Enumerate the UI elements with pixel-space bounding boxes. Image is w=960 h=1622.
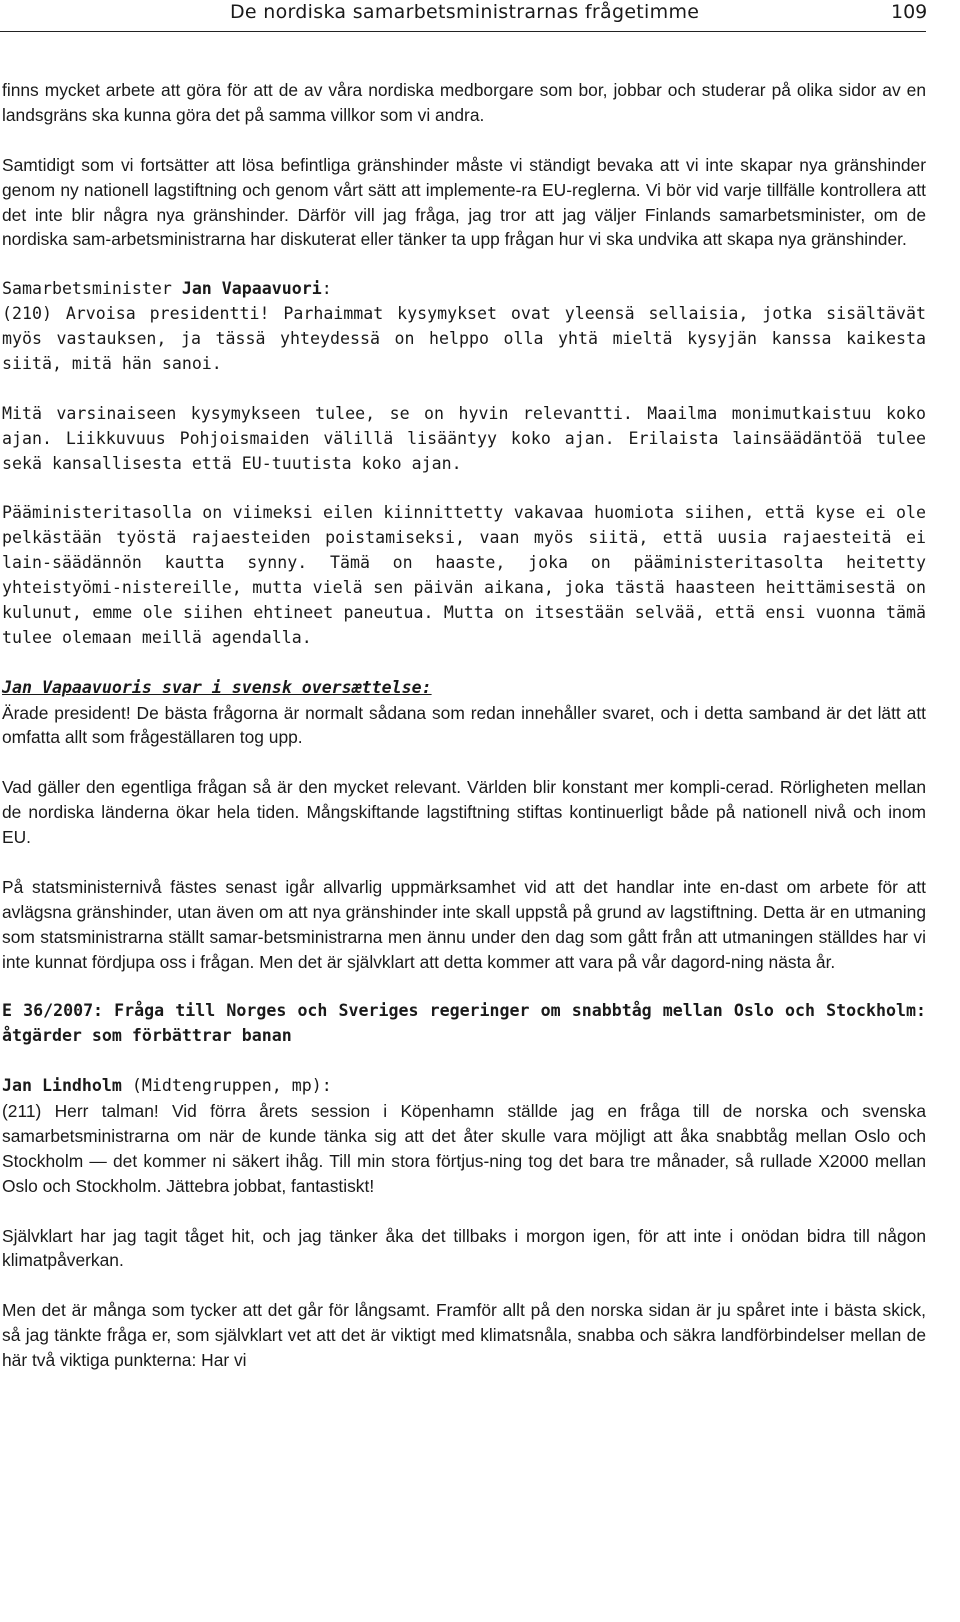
speaker-party: (Midtengruppen, mp):: [121, 1076, 332, 1096]
running-title: De nordiska samarbetsministrarnas frågetimme: [230, 1, 700, 23]
paragraph: Självklart har jag tagit tåget hit, och jag tänker åka det tillbaks i morgon igen, för att inte i onödan bidra till någon klimatpåverkan.: [2, 1225, 926, 1271]
section-heading: E 36/2007: Fråga till Norges och Sveriges regeringer om snabbtåg mellan Oslo och Stockholm: åtgärder som förbättrar banan: [2, 1001, 926, 1046]
speaker-suffix: :: [321, 279, 332, 299]
paragraph: Mitä varsinaiseen kysymykseen tulee, se on hyvin relevantti. Maailma monimutkaistuu koko ajan. Liikkuvuus Pohjoismaiden välillä lisääntyy koko ajan. Erilaista lainsäädäntöä tulee sekä kansallisesta että EU-tuutista koko ajan.: [2, 403, 926, 473]
paragraph: Vad gäller den egentliga frågan så är den mycket relevant. Världen blir konstant mer kompli-cerad. Rörligheten mellan de nordiska länderna ökar hela tiden. Mångskiftande lagstiftning stiftas kontinuerligt både på nationell nivå och inom EU.: [2, 777, 926, 848]
speaker-line: [2, 277, 926, 302]
paragraph: På statsministernivå fästes senast igår allvarlig uppmärksamhet vid att det handlar inte en-dast om arbete för att avlägsna gränshinder, utan även om att nya gränshinder inte skall uppstå på grund av lagstiftning. Detta är en utmaning som statsministrarna ställt samar-betsministrarna men ännu under den dag som gått från att utmaningen ställdes har vi inte kunnat fördjupa oss i frågan. Men det är självklart att detta kommer att vara på vår dagord-ning nästa år.: [2, 876, 926, 972]
speaker-line: [2, 1074, 926, 1099]
header-rule: [0, 31, 926, 32]
page-header: [0, 0, 960, 32]
paragraph: Samtidigt som vi fortsätter att lösa befintliga gränshinder måste vi ständigt bevaka att vi inte skapar nya gränshinder genom ny nationell lagstiftning och genom vårt sätt att implemente-ra EU-reglerna. Vi bör vid varje tillfälle kontrollera att det inte blir några nya gränshinder. Därför vill jag fråga, jag tror att jag väljer Finlands samarbetsminister, om de nordiska sam-arbetsministrarna har diskuterat eller tänker ta upp frågan hur vi ska undvika att skapa nya gränshinder.: [2, 154, 926, 250]
page-number: 109: [891, 1, 928, 23]
paragraph: Ärade president! De bästa frågorna är normalt sådana som redan innehåller svaret, och i detta samband är det lätt att omfatta allt som frågeställaren tog upp.: [2, 702, 926, 748]
speaker-name: Jan Vapaavuori: [181, 279, 322, 299]
body-text: [2, 78, 926, 1398]
paragraph: (210) Arvoisa presidentti! Parhaimmat kysymykset ovat yleensä sellaisia, jotka sisältävät myös vastauksen, ja tässä yhteydessä on helppo olla yhtä mieltä kysyjän kanssa kaikesta siitä, mitä hän sanoi.: [2, 304, 926, 373]
paragraph: Pääministeritasolla on viimeksi eilen kiinnittetty vakavaa huomiota siihen, että kyse ei ole pelkästään työstä rajaesteiden poistamiseksi, vaan myös siitä, että uusia rajaesteitä ei lain-säädännön kautta synny. Tämä on haaste, joka on pääministeritasolta heitetty yhteistyömi-nistereille, mutta vielä sen päivän aikana, joka tästä haasteen heittämisestä on kulunut, emme ole siihen ehtineet paneutua. Mutta on itsestään selvää, että ensi vuonna tämä tulee olemaan meillä agendalla.: [2, 503, 926, 647]
speaker-title: Samarbetsminister: [2, 279, 182, 299]
paragraph: (211) Herr talman! Vid förra årets session i Köpenhamn ställde jag en fråga till de norska och svenska samarbetsministrarna om när de kunde tänka sig att det åter skulle vara möjligt att åka snabbtåg mellan Oslo och Stockholm — det kommer ni säkert ihåg. Till min stora förtjus-ning tog det bara tre månader, så rullade X2000 mellan Oslo och Stockholm. Jättebra jobbat, fantastiskt!: [2, 1101, 926, 1196]
paragraph: Men det är många som tycker att det går för långsamt. Framför allt på den norska sidan är ju spåret inte i bästa skick, så jag tänkte fråga er, som självklart vet att det är viktigt med klimatsnåla, snabba och säkra landförbindelser mellan de här två viktiga punkterna: Har vi: [2, 1300, 926, 1371]
paragraph: finns mycket arbete att göra för att de av våra nordiska medborgare som bor, jobbar och studerar på olika sidor av en landsgräns ska kunna göra det på samma villkor som vi andra.: [2, 80, 926, 125]
speaker-name: Jan Lindholm: [2, 1076, 122, 1096]
translation-heading: Jan Vapaavuoris svar i svensk oversættelse:: [2, 677, 432, 697]
